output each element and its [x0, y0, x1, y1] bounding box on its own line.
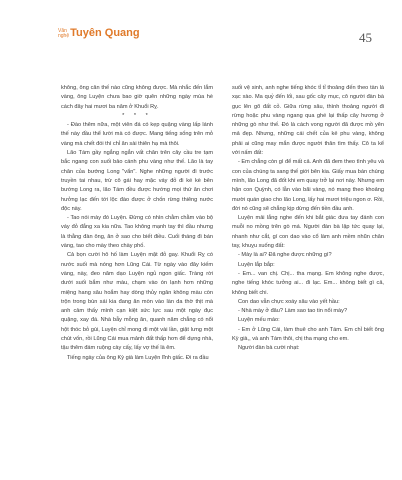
paragraph: - Nhà mày ở đâu? Làm sao tao tin nổi mày? [238, 308, 348, 315]
page-number: 45 [359, 30, 372, 45]
logo-title: Tuyên Quang [70, 27, 140, 39]
paragraph: - Tao nói mày đó Luyện. Đừng có nhìn chằm chằm vào bộ váy đỏ đắng xa kia nữa. Tao không mạnh tay thì đầu nhưng là thằng đàn ông, ăn ở sao cho biết điều. Cuối tháng đi bán vàng, tao cho mày theo chày phố. [61, 215, 213, 250]
paragraph: Luyện mếu máo: [238, 317, 280, 324]
paragraph: - Đào thêm nữa, một viên đá có kẹp quặng vàng lấp lánh thế này đầu thể lười mà có được. Mang tiếng sống trên mỏ vàng mà chết đói thì chỉ ăn sài thiên hạ mà thôi. [61, 122, 213, 147]
paragraph: Cả bọn cười hô hố làm Luyện mặt đỏ gay. Khuổi Rỵ có nước suối mà nóng hơn Lũng Cái. Từ ngày vào đây kiếm vàng, này, đeo năm dạo Luyện ngủ ngon giấc. Tràng rời dưới suối bắm như màu, chạm vào ón lạnh hơn những miệng hang sâu hoắm hay dòng thủy ngân không màu còn trộn trong bùn sái kia đang ăn mòn vào làn da thờ thịt mà anh cảm thấy mình cạn kiệt sức lực sau một ngày đục quặng, xay đá. Nhà bẫy mỗng ăn, quanh năm chẳng có nổi hột thóc bỏ gùi, Luyện chỉ mong đi một vài lần, giật lưng một chút vốn, rồi Lũng Cái mua mảnh đất thấp hơn để dựng nhà, tậu thêm đám ruộng cày cấy, lấy vợ thế là êm. [61, 252, 213, 352]
paragraph: - Em chẳng còn gì để mất cả. Anh đã đem theo tình yêu và con của chúng ta sang thế giới bên kia. Giấy mua bán chúng mình, lão Long đã đốt khi em quay trở lại nơi này. Nhưng em hận con Quỳnh, có lẫn vào bãi vàng, nó mang theo khoảng mười quán giao cho lão Long, lấy hai mươi triệu ngon ơ. Rồi, đời nó cũng sẽ chẳng kịp dừng đến tiền đầu anh. [232, 159, 384, 212]
paragraph: Luyện mải lắng nghe đến khi bắt giác đưa tay đánh con muỗi no mồng trên gò má. Người đàn bà lập tức quay lại, nhanh như cắt, gí con dao vào cổ làm anh mềm nhũn chân tay, khuỵu xuống đất: [232, 215, 384, 250]
right-text-column [232, 84, 384, 354]
paragraph: suối vệ sinh, anh nghe tiếng khóc tỉ tỉ thoảng đến theo tàn lá xạc xào. Ma quỷ đến lối, sau gốc cây mục, cô người đàn bà gục lên gõ đất cỏ. Giữa rừng sâu, thình thoảng người đi rừng hoặc phu vàng ngang qua ghé lại thấp cây hương ở những gò như thế. Đó là cách vong người đã được mồ yên mả đẹp. Nhưng, những cái chết của kẻ phu vàng, không phải ai cũng may mắn được người thân tìm thấy. Cô ta kể với nấm đất: [232, 85, 384, 157]
paragraph: Lão Tám gầy ngẳng ngẳn vất chân trên cây cầu tre tạm bắc ngang con suối bảo cánh phu vàng như thế. Lão là tay chân của bướng Long "vẩn". Nghe những người đi trước truyền tai nhau, trừ cô gái hay mặc váy đỏ đi ké kè bên bướng Long ra, lão Tám đều được hướng mọi thứ ăn chơi hưởng lạc đến tới lộc đào được ở chốn rừng thiêng nước độc này. [61, 150, 213, 212]
paragraph: không, ông cân thế nào cũng không được. Mà nhắc đến lắm vàng, ông Luyện chưa bao giờ quên những ngày mùa hè cách đây hai mươi ba năm ở Khuổi Rỵ. [61, 85, 213, 110]
magazine-logo [58, 27, 140, 39]
page-header [0, 0, 402, 60]
paragraph: - Mày là ai? Đã nghe được những gì? [238, 252, 332, 259]
logo-small-bottom: nghệ [58, 33, 70, 39]
paragraph: - Em... van chị. Chị... tha mạng. Em không nghe được, nghe tiếng khóc tưởng ai... đi lạc. Em... không biết gì cả, không biết chi. [232, 270, 384, 296]
logo-small-top: Văn [58, 28, 67, 34]
paragraph: Tiếng ngày của ông Kỳ già làm Luyện lĩnh giấc. Đi ra đầu [67, 354, 209, 361]
paragraph: - Em ở Lũng Cái, làm thuê cho anh Tám. Em chỉ biết ông Kỳ già,, và anh Tám thôi, chị tha mạng cho em. [232, 326, 384, 343]
section-separator: * * * [122, 112, 152, 119]
left-text-column [61, 84, 213, 363]
paragraph: Người đàn bà cười nhạt: [238, 345, 300, 352]
paragraph: Con dao vẫn chực xoáy sâu vào yết hầu: [238, 298, 340, 305]
paragraph: Luyện lắp bắp: [238, 261, 275, 268]
logo-small-text [58, 29, 69, 39]
